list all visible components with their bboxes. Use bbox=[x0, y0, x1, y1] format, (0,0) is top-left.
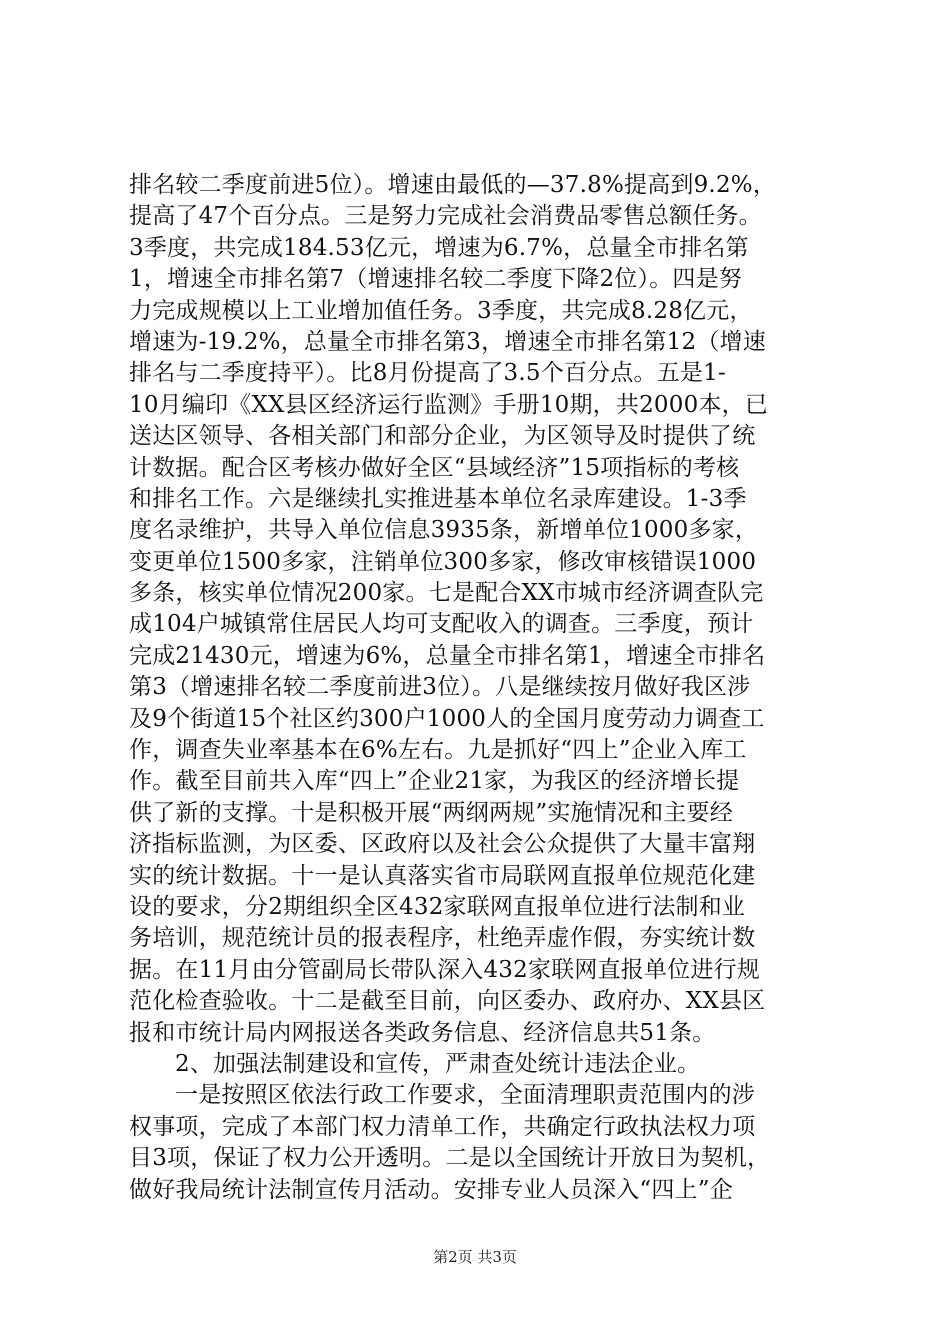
text-line: 3季度，共完成184.53亿元，增速为6.7%，总量全市排名第 bbox=[129, 234, 749, 261]
text-line: 增速为-19.2%，总量全市排名第3，增速全市排名第12（增速 bbox=[129, 328, 766, 355]
text-line: 完成21430元，增速为6%，总量全市排名第1，增速全市排名 bbox=[129, 642, 766, 669]
text-line: 及9个街道15个社区约300户1000人的全国月度劳动力调查工 bbox=[129, 705, 765, 732]
page-number: 第2页 共3页 bbox=[433, 1248, 517, 1266]
text-line: 供了新的支撑。十是积极开展“两纲两规”实施情况和主要经 bbox=[129, 799, 733, 826]
page-footer bbox=[0, 1247, 950, 1267]
text-line: 送达区领导、各相关部门和部分企业，为区领导及时提供了统 bbox=[129, 423, 756, 450]
text-line: 变更单位1500多家，注销单位300多家，修改审核错误1000 bbox=[129, 548, 757, 575]
document-body bbox=[129, 170, 829, 1206]
text-line: 做好我局统计法制宣传月活动。安排专业人员深入“四上”企 bbox=[129, 1176, 733, 1203]
text-line: 实的统计数据。十一是认真落实省市局联网直报单位规范化建 bbox=[129, 862, 756, 889]
text-line: 权事项，完成了本部门权力清单工作，共确定行政执法权力项 bbox=[129, 1113, 756, 1140]
section-heading: 2、加强法制建设和宣传，严肃查处统计违法企业。 bbox=[175, 1050, 701, 1077]
text-line: 务培训，规范统计员的报表程序，杜绝弄虚作假，夯实统计数 bbox=[129, 925, 756, 952]
text-line: 多条，核实单位情况200家。七是配合XX市城市经济调查队完 bbox=[129, 580, 764, 607]
text-line: 度名录维护，共导入单位信息3935条，新增单位1000多家， bbox=[129, 517, 759, 544]
text-line: 提高了47个百分点。三是努力完成社会消费品零售总额任务。 bbox=[129, 203, 762, 230]
text-line: 排名与二季度持平）。比8月份提高了3.5个百分点。五是1- bbox=[129, 360, 726, 387]
text-line: 济指标监测，为区委、区政府以及社会公众提供了大量丰富翔 bbox=[129, 831, 756, 858]
text-line: 报和市统计局内网报送各类政务信息、经济信息共51条。 bbox=[129, 1019, 716, 1046]
text-line: 设的要求，分2期组织全区432家联网直报单位进行法制和业 bbox=[129, 893, 746, 920]
text-line: 目3项，保证了权力公开透明。二是以全国统计开放日为契机， bbox=[129, 1145, 771, 1172]
text-line: 10月编印《XX县区经济运行监测》手册10期，共2000本，已 bbox=[129, 391, 769, 418]
text-line: 第3（增速排名较二季度前进3位）。八是继续按月做好我区涉 bbox=[129, 674, 751, 701]
text-line: 范化检查验收。十二是截至目前，向区委办、政府办、XX县区 bbox=[129, 988, 766, 1015]
text-line: 和排名工作。六是继续扎实推进基本单位名录库建设。1-3季 bbox=[129, 485, 747, 512]
text-line: 计数据。配合区考核办做好全区“县域经济”15项指标的考核 bbox=[129, 454, 740, 481]
text-line: 1，增速全市排名第7（增速排名较二季度下降2位）。四是努 bbox=[129, 266, 742, 293]
text-line: 作，调查失业率基本在6%左右。九是抓好“四上”企业入库工 bbox=[129, 737, 747, 764]
text-line: 作。截至目前共入库“四上”企业21家，为我区的经济增长提 bbox=[129, 768, 740, 795]
text-line: 排名较二季度前进5位）。增速由最低的—37.8%提高到9.2%， bbox=[129, 172, 777, 198]
text-line: 成104户城镇常住居民人均可支配收入的调查。三季度，预计 bbox=[129, 611, 754, 638]
text-line: 力完成规模以上工业增加值任务。3季度，共完成8.28亿元， bbox=[129, 297, 753, 324]
text-line: 一是按照区依法行政工作要求，全面清理职责范围内的涉 bbox=[175, 1082, 755, 1109]
text-line: 据。在11月由分管副局长带队深入432家联网直报单位进行规 bbox=[129, 956, 760, 983]
